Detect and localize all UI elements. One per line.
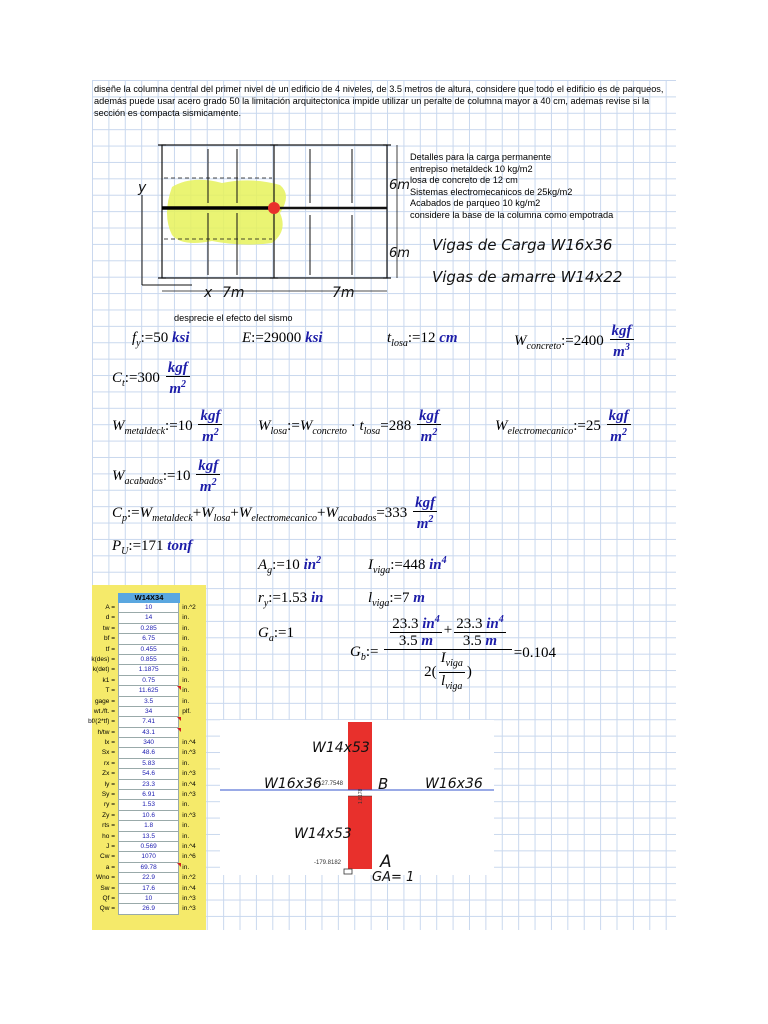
prop-value: 7.41 xyxy=(118,717,179,727)
dim-v1: 6m xyxy=(389,178,410,193)
prop-unit: in.^3 xyxy=(182,770,196,778)
prop-unit: in. xyxy=(182,645,190,653)
prop-name: Zy = xyxy=(102,811,115,819)
prop-unit: in.^3 xyxy=(182,749,196,757)
prop-name: Sx = xyxy=(101,749,115,757)
prop-unit: in.^3 xyxy=(182,894,196,902)
eq-wacabados: $W_{acabados}:=10$ $\frac{\text{kgf}}{m^2}$ xyxy=(112,458,219,495)
frame-diagram xyxy=(220,720,494,885)
table-row xyxy=(92,665,204,675)
prop-name: wt./ft. = xyxy=(93,707,115,715)
table-row xyxy=(105,603,204,613)
prop-value: 0.855 xyxy=(118,655,179,665)
seismic-note: desprecie el efecto del sismo xyxy=(174,313,293,323)
prop-value: 54.6 xyxy=(118,769,179,779)
prop-unit: in. xyxy=(182,832,190,840)
prop-name: d = xyxy=(105,614,115,622)
prop-unit: in.^3 xyxy=(182,791,196,799)
prop-unit: in. xyxy=(182,759,190,767)
notes-title: Detalles para la carga permanente xyxy=(410,152,551,162)
eq-E: E:=29000 ksi xyxy=(242,330,323,346)
prop-value: 48.6 xyxy=(118,748,179,758)
table-row xyxy=(102,832,204,842)
note-line: entrepiso metaldeck 10 kg/m2 xyxy=(410,163,533,174)
prop-name: Wno = xyxy=(96,874,115,882)
base-support xyxy=(344,869,352,874)
prop-name: J = xyxy=(106,842,115,850)
prop-unit: in.^2 xyxy=(182,604,196,611)
table-row xyxy=(91,655,204,665)
prop-value: 0.75 xyxy=(118,676,179,686)
worksheet xyxy=(88,80,676,930)
prop-name: rts = xyxy=(102,822,115,830)
prop-value: 3.5 xyxy=(118,697,179,707)
comment-flag-icon xyxy=(177,863,181,867)
prop-name: Qf = xyxy=(102,894,115,902)
dim-h1: 7m xyxy=(222,285,245,301)
eq-ag: $A_g:=10$ $in^2$ xyxy=(258,555,322,576)
axial-value-bottom: -179.8182 xyxy=(314,860,342,866)
note-line: Sistemas electromecanicos de 25kg/m2 xyxy=(410,186,573,197)
prop-name: k1 = xyxy=(102,676,115,684)
table-rows xyxy=(88,603,204,915)
comment-flag-icon xyxy=(177,686,181,690)
axial-value-mid: 1.8178 xyxy=(358,788,364,804)
eq-ct: $C_t:=300$ $\frac{\text{kgf}}{m^2}$ xyxy=(112,360,188,397)
eq-lviga: $l_{viga}:=7$ m xyxy=(368,590,425,609)
prop-unit: in.^3 xyxy=(182,811,196,819)
prop-value: 10.6 xyxy=(118,811,179,821)
table-row xyxy=(103,759,204,769)
prop-value: 17.6 xyxy=(118,884,179,894)
prop-name: Qw = xyxy=(99,905,115,913)
prop-name: bf = xyxy=(103,635,115,643)
table-row xyxy=(102,769,204,779)
prop-name: Sw = xyxy=(100,884,115,892)
ga-label: GA= 1 xyxy=(372,870,415,885)
axis-x-label: x xyxy=(204,285,213,301)
col-bot-label: W14x53 xyxy=(294,826,352,842)
table-row xyxy=(101,790,204,800)
prop-unit: in. xyxy=(182,655,190,663)
prop-value: 0.569 xyxy=(118,842,179,852)
beam-right-label: W16x36 xyxy=(425,776,483,792)
prop-name: T = xyxy=(105,687,115,695)
table-row xyxy=(96,873,204,883)
prop-name: h/tw = xyxy=(97,728,115,736)
prop-name: Cw = xyxy=(100,853,115,861)
eq-ga: $G_a:=1$ xyxy=(258,625,294,644)
prop-name: A = xyxy=(105,604,115,611)
table-row xyxy=(103,634,204,644)
dim-v2: 6m xyxy=(389,246,410,261)
table-row xyxy=(99,904,204,914)
prop-unit: in.^6 xyxy=(182,853,196,861)
eq-tlosa: $t_{losa}:=12$ cm xyxy=(387,330,458,349)
prop-unit: in. xyxy=(182,822,190,830)
prop-unit: in. xyxy=(182,666,190,674)
vigas-amarre-note: Vigas de amarre W14x22 xyxy=(432,268,623,286)
prop-name: Zx = xyxy=(102,770,115,778)
prop-value: 10 xyxy=(118,894,179,904)
section-properties-table xyxy=(88,585,206,930)
comment-flag-icon xyxy=(177,728,181,732)
column-upper xyxy=(348,722,372,790)
prop-name: ho = xyxy=(102,832,115,840)
table-row xyxy=(105,645,204,655)
table-row xyxy=(102,811,204,821)
prop-name: bf/(2*tf) = xyxy=(88,718,115,726)
table-row xyxy=(105,863,204,873)
prop-value: 22.9 xyxy=(118,873,179,883)
prop-value: 340 xyxy=(118,738,179,748)
prop-unit: in. xyxy=(182,624,190,632)
prop-unit: in.^4 xyxy=(182,780,196,788)
problem-statement: diseñe la columna central del primer nivel de un edificio de 4 niveles, de 3.5 metros de altura, considere que todo el edificio es de parqueos, además puede usar acero grado 50 la limitación arquitectonica impide utilizar un peralte de columna mayor a 40 cm, ademas revise si la sección es compacta sismicamente. xyxy=(94,84,664,118)
node-a-label: A xyxy=(380,852,392,872)
prop-value: 14 xyxy=(118,613,179,623)
table-row xyxy=(88,717,204,727)
table-row xyxy=(105,686,204,696)
prop-value: 5.83 xyxy=(118,759,179,769)
prop-value: 13.5 xyxy=(118,832,179,842)
prop-unit: in.^3 xyxy=(182,905,196,913)
eq-fy: $f_y:=50$ ksi xyxy=(132,330,190,349)
prop-unit: plf. xyxy=(182,707,191,715)
prop-unit: in. xyxy=(182,801,190,809)
prop-value: 11.625 xyxy=(118,686,179,696)
note-line: considere la base de la columna como empotrada xyxy=(410,209,614,220)
table-row xyxy=(102,624,204,634)
prop-value: 10 xyxy=(118,603,179,613)
note-line: losa de concreto de 12 cm xyxy=(410,175,518,185)
eq-gb: $G_b:=$ $\frac{23.3 in^4}{3.5 m}$ + $\frac{23.3 in^4}{3.5 m}$ 2( $\frac{I_{viga}}{l_{viga}}$ ) =0.104 xyxy=(350,614,556,692)
prop-unit: in. xyxy=(182,697,190,705)
prop-unit: in. xyxy=(182,614,190,622)
prop-unit: in. xyxy=(179,863,204,873)
prop-value: 0.285 xyxy=(118,624,179,634)
prop-name: gage = xyxy=(94,697,115,705)
beam-left-label: W16x36 xyxy=(264,776,322,792)
prop-value: 26.9 xyxy=(118,904,179,914)
table-row xyxy=(100,852,204,862)
table-row xyxy=(104,780,204,790)
table-row xyxy=(94,697,204,707)
table-row xyxy=(101,748,204,758)
floor-plan-sketch xyxy=(132,135,412,305)
load-details-notes xyxy=(410,152,613,221)
table-row xyxy=(102,821,204,831)
eq-pu: $P_U:=171$ tonf xyxy=(112,538,193,557)
table-row xyxy=(97,728,204,738)
prop-value: 6.91 xyxy=(118,790,179,800)
prop-name: tf = xyxy=(105,645,115,653)
table-row xyxy=(103,800,204,810)
prop-name: tw = xyxy=(102,624,115,632)
table-row xyxy=(102,676,204,686)
prop-unit: in.^4 xyxy=(182,842,196,850)
eq-ry: $r_y:=1.53$ in xyxy=(258,590,324,609)
prop-value: 0.455 xyxy=(118,645,179,655)
eq-wlosa: $W_{losa}:=W_{concreto} \cdot t_{losa}=288$ $\frac{\text{kgf}}{m^2}$ xyxy=(258,408,439,445)
col-top-label: W14x53 xyxy=(312,740,370,756)
prop-unit: in.^4 xyxy=(182,739,196,747)
table-row xyxy=(100,884,204,894)
prop-unit xyxy=(179,728,204,738)
prop-value: 1.1875 xyxy=(118,665,179,675)
prop-unit xyxy=(179,717,204,727)
prop-value: 6.75 xyxy=(118,634,179,644)
prop-name: k(det) = xyxy=(92,666,115,674)
prop-name: k(des) = xyxy=(91,655,115,663)
table-row xyxy=(104,738,204,748)
table-row xyxy=(102,894,204,904)
comment-flag-icon xyxy=(177,717,181,721)
prop-value: 1.53 xyxy=(118,800,179,810)
eq-welectromecanico: $W_{electromecanico}:=25$ $\frac{\text{kgf}}{m^2}$ xyxy=(495,408,629,445)
central-column-node xyxy=(268,202,280,214)
prop-value: 43.1 xyxy=(118,728,179,738)
prop-name: ry = xyxy=(103,801,115,809)
tributary-area-highlight xyxy=(167,180,286,245)
prop-unit: in.^4 xyxy=(182,884,196,892)
prop-unit: in. xyxy=(182,676,190,684)
table-row xyxy=(93,707,204,717)
table-title: W14X34 xyxy=(118,593,180,603)
prop-name: rx = xyxy=(103,759,115,767)
prop-name: a = xyxy=(105,863,115,871)
table-row xyxy=(105,613,204,623)
prop-name: Ix = xyxy=(104,739,115,747)
prop-value: 23.3 xyxy=(118,780,179,790)
prop-unit: in. xyxy=(182,635,190,643)
prop-value: 1070 xyxy=(118,852,179,862)
prop-name: Sy = xyxy=(101,791,115,799)
prop-value: 34 xyxy=(118,707,179,717)
note-line: Acabados de parqueo 10 kg/m2 xyxy=(410,198,541,208)
vigas-carga-note: Vigas de Carga W16x36 xyxy=(432,236,613,254)
prop-value: 1.8 xyxy=(118,821,179,831)
eq-wmetaldeck: $W_{metaldeck}:=10$ $\frac{\text{kgf}}{m^2}$ xyxy=(112,408,221,445)
prop-name: Iy = xyxy=(104,780,115,788)
dim-h2: 7m xyxy=(332,285,355,301)
eq-wconcreto: $W_{concreto}:=2400$ $\frac{\text{kgf}}{m^3}$ xyxy=(514,323,632,360)
axis-y-label: y xyxy=(138,180,147,196)
axial-value-top: -127.7548 xyxy=(316,781,344,787)
prop-value: 69.78 xyxy=(118,863,179,873)
prop-unit: in. xyxy=(179,686,204,696)
prop-unit: in.^2 xyxy=(182,874,196,882)
eq-iviga: $I_{viga}:=448$ $in^4$ xyxy=(368,555,447,576)
node-b-label: B xyxy=(378,775,389,793)
table-row xyxy=(106,842,204,852)
eq-cp: $C_p:=W_{metaldeck}+W_{losa}+W_{electromecanico}+W_{acabados}=333$ $\frac{\text{kgf}}{m^2}$ xyxy=(112,495,436,532)
